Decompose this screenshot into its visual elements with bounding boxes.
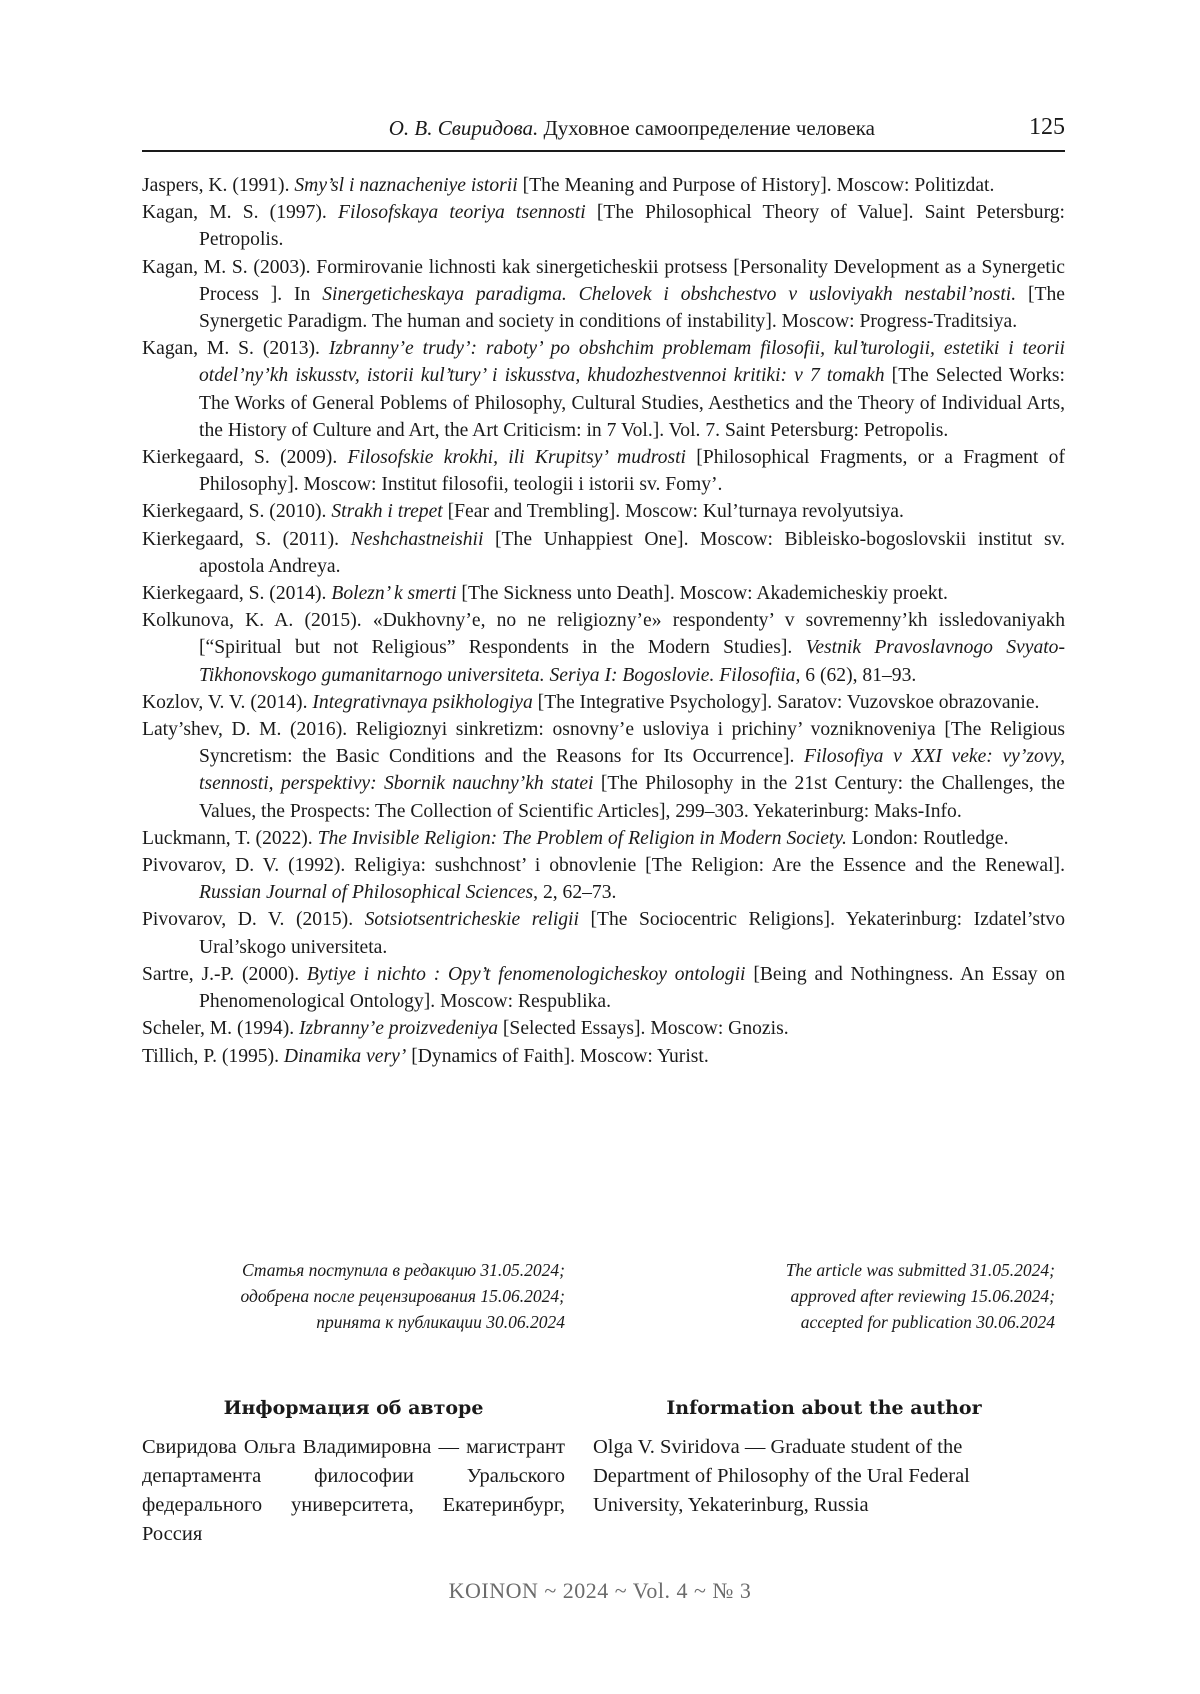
submission-dates-ru (142, 1257, 565, 1335)
reference-item: Kierkegaard, S. (2010). Strakh i trepet [Fear and Trembling]. Moscow: Kul’turnaya revolyutsiya. (142, 498, 1065, 525)
journal-footer: KOINON ~ 2024 ~ Vol. 4 ~ № 3 (0, 1578, 1200, 1604)
accepted-date-ru: принята к публикации 30.06.2024 (142, 1309, 565, 1335)
reference-item: Pivovarov, D. V. (2015). Sotsiotsentricheskie religii [The Sociocentric Religions]. Yekaterinburg: Izdatel’stvo Ural’skogo universiteta. (142, 906, 1065, 960)
accepted-date-en: accepted for publication 30.06.2024 (640, 1309, 1055, 1335)
page-number: 125 (1029, 114, 1065, 141)
reference-item: Sartre, J.-P. (2000). Bytiye i nichto : Opy’t fenomenologicheskoy ontologii [Being and Nothingness. An Essay on Phenomenological Ontology]. Moscow: Respublika. (142, 961, 1065, 1015)
author-heading-ru: Информация об авторе (142, 1397, 565, 1419)
author-info-ru (142, 1397, 565, 1549)
reference-list (142, 172, 1065, 1070)
header-author: О. В. Свиридова. (389, 116, 538, 140)
running-title (389, 116, 875, 141)
reference-item: Kagan, M. S. (2003). Formirovanie lichnosti kak sinergeticheskii protsess [Personality Development as a Synergetic Process ]. In Sinergeticheskaya paradigma. Chelovek i obshchestvo v usloviyakh nestabil’nosti. [The Synergetic Paradigm. The human and society in conditions of instability]. Moscow: Progress-Traditsiya. (142, 254, 1065, 336)
header-title: Духовное самоопределение человека (543, 116, 875, 140)
approved-date-en: approved after reviewing 15.06.2024; (640, 1283, 1055, 1309)
submitted-date-en: The article was submitted 31.05.2024; (640, 1257, 1055, 1283)
reference-item: Kierkegaard, S. (2009). Filosofskie krokhi, ili Krupitsy’ mudrosti [Philosophical Fragments, or a Fragment of Philosophy]. Moscow: Institut filosofii, teologii i istorii sv. Fomy’. (142, 444, 1065, 498)
reference-item: Tillich, P. (1995). Dinamika very’ [Dynamics of Faith]. Moscow: Yurist. (142, 1043, 1065, 1070)
reference-item: Kagan, M. S. (1997). Filosofskaya teoriya tsennosti [The Philosophical Theory of Value]. Saint Petersburg: Petropolis. (142, 199, 1065, 253)
reference-item: Luckmann, T. (2022). The Invisible Religion: The Problem of Religion in Modern Society. London: Routledge. (142, 825, 1065, 852)
reference-item: Kagan, M. S. (2013). Izbranny’e trudy’: raboty’ po obshchim problemam filosofii, kul’turologii, estetiki i teorii otdel’ny’kh iskusstv, istorii kul’tury’ i iskusstva, khudozhestvennoi kritiki: v 7 tomakh [The Selected Works: The Works of General Poblems of Philosophy, Cultural Studies, Aesthetics and the Theory of Individual Arts, the History of Culture and Art, the Art Criticism: in 7 Vol.]. Vol. 7. Saint Petersburg: Petropolis. (142, 335, 1065, 444)
author-body-ru: Свиридова Ольга Владимировна — магистрант департамента философии Уральского федерального университета, Екатеринбург, Россия (142, 1433, 565, 1549)
running-header (142, 110, 1065, 152)
approved-date-ru: одобрена после рецензирования 15.06.2024; (142, 1283, 565, 1309)
author-info-en (593, 1397, 1055, 1520)
submitted-date-ru: Статья поступила в редакцию 31.05.2024; (142, 1257, 565, 1283)
author-heading-en: Information about the author (593, 1397, 1055, 1419)
submission-dates-en (640, 1257, 1055, 1335)
reference-item: Kolkunova, K. A. (2015). «Dukhovny’e, no ne religiozny’e» respondenty’ v sovremenny’kh issledovaniyakh [“Spiritual but not Religious” Respondents in the Modern Studies]. Vestnik Pravoslavnogo Svyato-Tikhonovskogo gumanitarnogo universiteta. Seriya I: Bogoslovie. Filosofiia, 6 (62), 81–93. (142, 607, 1065, 689)
reference-item: Kozlov, V. V. (2014). Integrativnaya psikhologiya [The Integrative Psychology]. Saratov: Vuzovskoe obrazovanie. (142, 689, 1065, 716)
reference-item: Kierkegaard, S. (2014). Bolezn’ k smerti [The Sickness unto Death]. Moscow: Akademicheskiy proekt. (142, 580, 1065, 607)
reference-item: Kierkegaard, S. (2011). Neshchastneishii [The Unhappiest One]. Moscow: Bibleisko-bogoslovskii institut sv. apostola Andreya. (142, 526, 1065, 580)
reference-item: Laty’shev, D. M. (2016). Religioznyi sinkretizm: osnovny’e usloviya i prichiny’ vozniknoveniya [The Religious Syncretism: the Basic Conditions and the Reasons for Its Occurrence]. Filosofiya v XXI veke: vy’zovy, tsennosti, perspektivy: Sbornik nauchny’kh statei [The Philosophy in the 21st Century: the Challenges, the Values, the Prospects: The Collection of Scientific Articles], 299–303. Yekaterinburg: Maks-Info. (142, 716, 1065, 825)
reference-item: Jaspers, K. (1991). Smy’sl i naznacheniye istorii [The Meaning and Purpose of History]. Moscow: Politizdat. (142, 172, 1065, 199)
reference-item: Scheler, M. (1994). Izbranny’e proizvedeniya [Selected Essays]. Moscow: Gnozis. (142, 1015, 1065, 1042)
author-body-en: Olga V. Sviridova — Graduate student of the Department of Philosophy of the Ural Federal University, Yekaterinburg, Russia (593, 1433, 1055, 1520)
reference-item: Pivovarov, D. V. (1992). Religiya: sushchnost’ i obnovlenie [The Religion: Are the Essence and the Renewal]. Russian Journal of Philosophical Sciences, 2, 62–73. (142, 852, 1065, 906)
